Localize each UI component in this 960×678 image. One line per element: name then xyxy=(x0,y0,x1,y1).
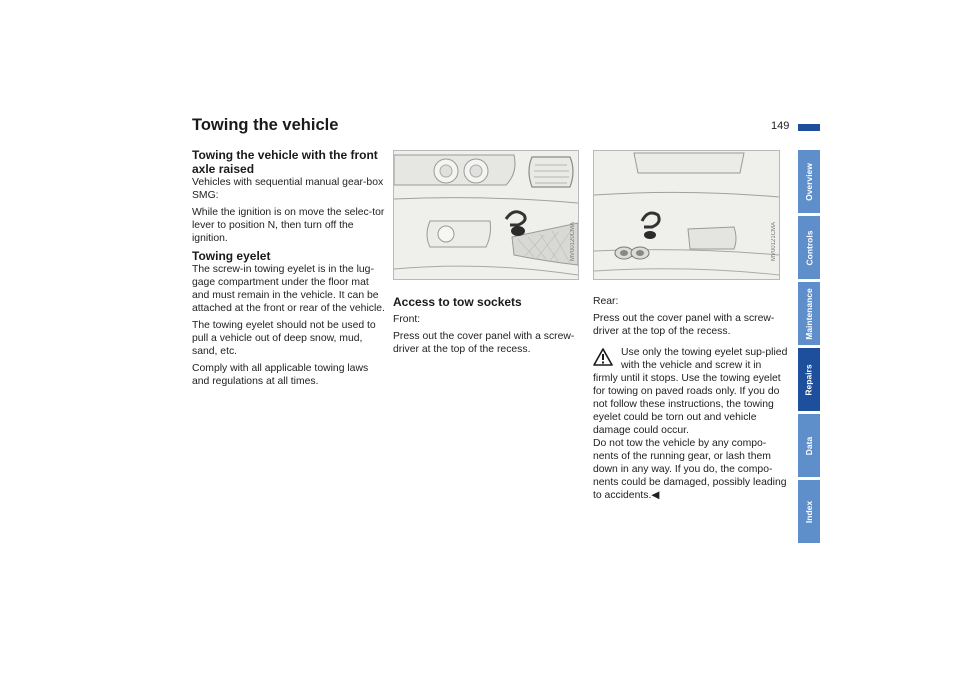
page-marker xyxy=(798,124,820,131)
tab-maintenance-label: Maintenance xyxy=(804,287,814,340)
column-access xyxy=(393,295,587,360)
tab-index[interactable] xyxy=(798,480,820,543)
tab-overview[interactable] xyxy=(798,150,820,213)
front-bumper-illustration xyxy=(394,151,578,279)
eyelet-location-paragraph: The screw-in towing eyelet is in the lug-gage compartment under the floor mat and must remain in the vehicle. It can be attached at the front or rear of the vehicle. xyxy=(192,264,385,314)
tab-repairs-label: Repairs xyxy=(804,363,814,396)
tab-controls[interactable] xyxy=(798,216,820,279)
tab-data-label: Data xyxy=(804,436,814,455)
column-rear xyxy=(593,295,789,506)
section-heading-front-axle-line2: axle raised xyxy=(192,162,255,176)
rear-instruction: Press out the cover panel with a screw-driver at the top of the recess. xyxy=(593,313,775,337)
section-tabs xyxy=(798,150,820,546)
section-heading-towing-eyelet: Towing eyelet xyxy=(192,249,271,263)
page-number: 149 xyxy=(771,120,790,132)
section-heading-front-axle-line1: Towing the vehicle with the front xyxy=(192,148,378,162)
warning-block xyxy=(593,346,789,502)
rear-bumper-illustration xyxy=(594,151,779,279)
tab-overview-label: Overview xyxy=(804,162,814,201)
warning-eyelet-text: Use only the towing eyelet sup-plied with the vehicle and screw it in firmly until it stops. Use the towing eyelet for towing on paved roads only. If you do not follow these instructions, the towing eyelet could be torn out and vehicle damage could occur. xyxy=(593,347,788,436)
section-heading-tow-sockets: Access to tow sockets xyxy=(393,295,522,309)
warning-running-gear-text: Do not tow the vehicle by any compo-nents of the running gear, or lash them down in any way. If you do, the compo-nents could be damaged, possibly leading to accidents.◀ xyxy=(593,438,787,501)
page-title: Towing the vehicle xyxy=(192,116,339,134)
tab-index-label: Index xyxy=(804,500,815,523)
front-tow-socket-figure xyxy=(393,150,579,280)
column-towing xyxy=(192,148,388,392)
front-label: Front: xyxy=(393,314,421,325)
rear-tow-socket-figure xyxy=(593,150,780,280)
tab-controls-label: Controls xyxy=(804,230,815,265)
rear-label: Rear: xyxy=(593,296,619,307)
smg-paragraph: Vehicles with sequential manual gear-box SMG: xyxy=(192,177,384,201)
tab-maintenance[interactable] xyxy=(798,282,820,345)
front-instruction: Press out the cover panel with a screw-driver at the top of the recess. xyxy=(393,331,575,355)
section-heading-front-axle xyxy=(192,148,388,176)
rear-figure-code: MV00121CMA xyxy=(771,221,777,261)
warning-triangle-icon xyxy=(593,348,613,366)
ignition-paragraph: While the ignition is on move the selec-tor lever to position N, then turn off the ignition. xyxy=(192,207,385,244)
tab-data[interactable] xyxy=(798,414,820,477)
front-figure-code: MV00120CMA xyxy=(570,221,576,261)
tab-repairs[interactable] xyxy=(798,348,820,411)
towing-laws-paragraph: Comply with all applicable towing laws and regulations at all times. xyxy=(192,363,369,387)
eyelet-usage-paragraph: The towing eyelet should not be used to pull a vehicle out of deep snow, mud, sand, etc. xyxy=(192,320,376,357)
